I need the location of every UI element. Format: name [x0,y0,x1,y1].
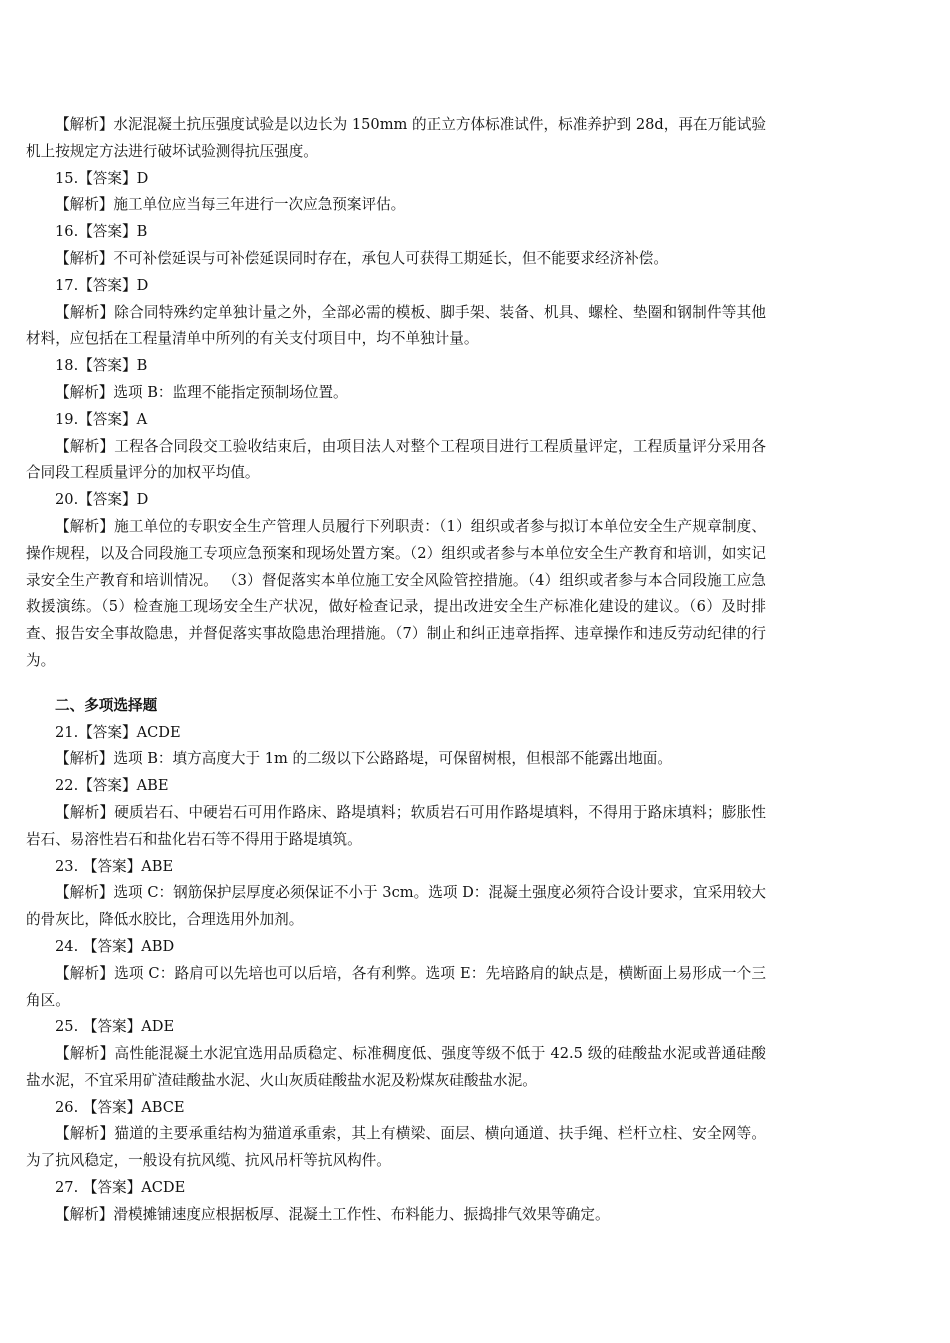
analysis-paragraph: 【解析】施工单位应当每三年进行一次应急预案评估。 [55,196,406,214]
analysis-paragraph: 【解析】选项 B：填方高度大于 1m 的二级以下公路路堤，可保留树根，但根部不能露出地面。 [55,750,672,768]
analysis-paragraph: 【解析】水泥混凝土抗压强度试验是以边长为 150mm 的正立方体标准试件，标准养护到 28d，再在万能试验机上按规定方法进行破坏试验测得抗压强度。 [26,116,766,160]
section-heading: 二、多项选择题 [55,696,158,714]
answer-line: 15.【答案】D [55,169,149,187]
answer-line: 17.【答案】D [55,276,149,294]
answer-line: 24. 【答案】ABD [55,937,175,955]
analysis-paragraph: 【解析】滑模摊铺速度应根据板厚、混凝土工作性、布料能力、振捣排气效果等确定。 [55,1205,610,1223]
analysis-paragraph: 【解析】工程各合同段交工验收结束后，由项目法人对整个工程项目进行工程质量评定，工程质量评分采用各合同段工程质量评分的加权平均值。 [26,437,766,482]
analysis-paragraph: 【解析】除合同特殊约定单独计量之外，全部必需的模板、脚手架、装备、机具、螺栓、垫圈和钢制件等其他材料，应包括在工程量清单中所列的有关支付项目中，均不单独计量。 [26,303,766,348]
analysis-paragraph: 【解析】施工单位的专职安全生产管理人员履行下列职责：（1）组织或者参与拟订本单位安全生产规章制度、操作规程，以及合同段施工专项应急预案和现场处置方案。（2）组织或者参与本单位安全生产教育和培训，如实记录安全生产教育和培训情况。 （3）督促落实本单位施工安全风险管控措施。（4）组织或者参与本合同段施工应急救援演练。（5）检查施工现场安全生产状况，做好检查记录，提出改进安全生产标准化建设的建议。（6）及时排查、报告安全事故隐患，并督促落实事故隐患治理措施。（7）制止和纠正违章指挥、违章操作和违反劳动纪律的行为。 [26,517,766,669]
answer-line: 23. 【答案】ABE [55,857,174,875]
analysis-paragraph: 【解析】猫道的主要承重结构为猫道承重索，其上有横梁、面层、横向通道、扶手绳、栏杆立柱、安全网等。为了抗风稳定，一般设有抗风缆、抗风吊杆等抗风构件。 [26,1125,766,1170]
answer-line: 19.【答案】A [55,410,148,428]
analysis-paragraph: 【解析】硬质岩石、中硬岩石可用作路床、路堤填料；软质岩石可用作路堤填料，不得用于路床填料；膨胀性岩石、易溶性岩石和盐化岩石等不得用于路堤填筑。 [26,803,766,848]
answer-line: 21.【答案】ACDE [55,723,181,741]
analysis-paragraph: 【解析】选项 B：监理不能指定预制场位置。 [55,383,348,401]
analysis-paragraph: 【解析】不可补偿延误与可补偿延误同时存在，承包人可获得工期延长，但不能要求经济补偿。 [55,249,668,267]
answer-line: 16.【答案】B [55,223,148,241]
answer-line: 18.【答案】B [55,357,148,375]
analysis-paragraph: 【解析】高性能混凝土水泥宜选用品质稳定、标准稠度低、强度等级不低于 42.5 级的硅酸盐水泥或普通硅酸盐水泥，不宜采用矿渣硅酸盐水泥、火山灰质硅酸盐水泥及粉煤灰硅酸盐水泥。 [26,1045,766,1089]
analysis-paragraph: 【解析】选项 C：路肩可以先培也可以后培，各有利弊。选项 E：先培路肩的缺点是，横断面上易形成一个三角区。 [26,964,766,1009]
answer-line: 22.【答案】ABE [55,777,169,795]
answer-line: 26. 【答案】ABCE [55,1098,185,1116]
answer-line: 25. 【答案】ADE [55,1018,175,1036]
answer-line: 20.【答案】D [55,491,149,509]
answer-line: 27. 【答案】ACDE [55,1179,186,1197]
analysis-paragraph: 【解析】选项 C：钢筋保护层厚度必须保证不小于 3cm。选项 D：混凝土强度必须符合设计要求，宜采用较大的骨灰比，降低水胶比，合理选用外加剂。 [26,884,766,929]
document-page [26,112,766,1229]
